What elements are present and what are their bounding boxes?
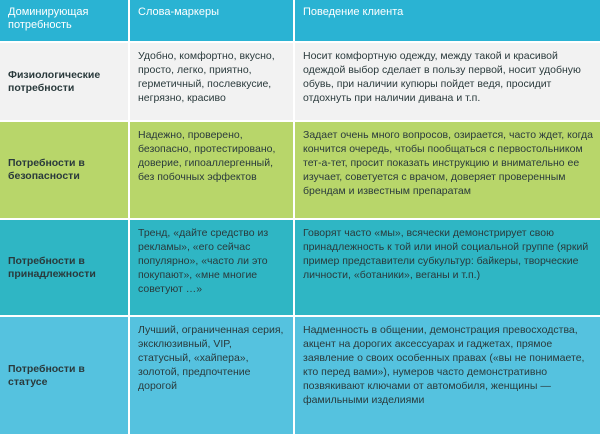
row-status-need: Потребности в статусе <box>0 317 128 434</box>
row-belonging-need: Потребности в принадлежности <box>0 220 128 315</box>
row-status-markers: Лучший, ограниченная серия, эксклюзивный, VIP, статусный, «хайпера», золотой, предпочтение дорогой <box>130 317 293 434</box>
row-physiological-markers: Удобно, комфортно, вкусно, просто, легко, приятно, герметичный, послевкусие, негрязно, красиво <box>130 43 293 120</box>
row-belonging-behavior: Говорят часто «мы», всячески демонстрирует свою принадлежность к той или иной социальной группе (яркий пример представители субкультур: байкеры, творческие личности, «ботаники», веганы и т.п.) <box>295 220 600 315</box>
row-belonging-markers: Тренд, «дайте средство из рекламы», «его сейчас популярно», «часто ли это покупают», «мне многие советуют …» <box>130 220 293 315</box>
header-client-behavior: Поведение клиента <box>295 0 600 41</box>
row-physiological-need: Физиологические потребности <box>0 43 128 120</box>
row-safety-markers: Надежно, проверено, безопасно, протестировано, доверие, гипоаллергенный, без побочных эффектов <box>130 122 293 218</box>
row-status-behavior: Надменность в общении, демонстрация превосходства, акцент на дорогих аксессуарах и гаджетах, прямое заявление о своих особенных правах («вы не понимаете, кто перед вами»), нумеров часто демонстративно позвякивают ключами от автомобиля, женщины — фамильными изделиями <box>295 317 600 434</box>
header-dominant-need: Доминирующая потребность <box>0 0 128 41</box>
row-safety-need: Потребности в безопасности <box>0 122 128 218</box>
row-physiological-behavior: Носит комфортную одежду, между такой и красивой одеждой выбор сделает в пользу первой, носит удобную обувь, при наличии купюры пойдет ведя, просидит отдохнуть при наличии дивана и т.п. <box>295 43 600 120</box>
header-marker-words: Слова-маркеры <box>130 0 293 41</box>
row-safety-behavior: Задает очень много вопросов, озирается, часто ждет, когда кончится очередь, чтобы пообщаться с первостольником тет-а-тет, просит показать инструкцию и внимательно ее изучает, советуется с врачом, доверяет проверенным брендам и известным препаратам <box>295 122 600 218</box>
